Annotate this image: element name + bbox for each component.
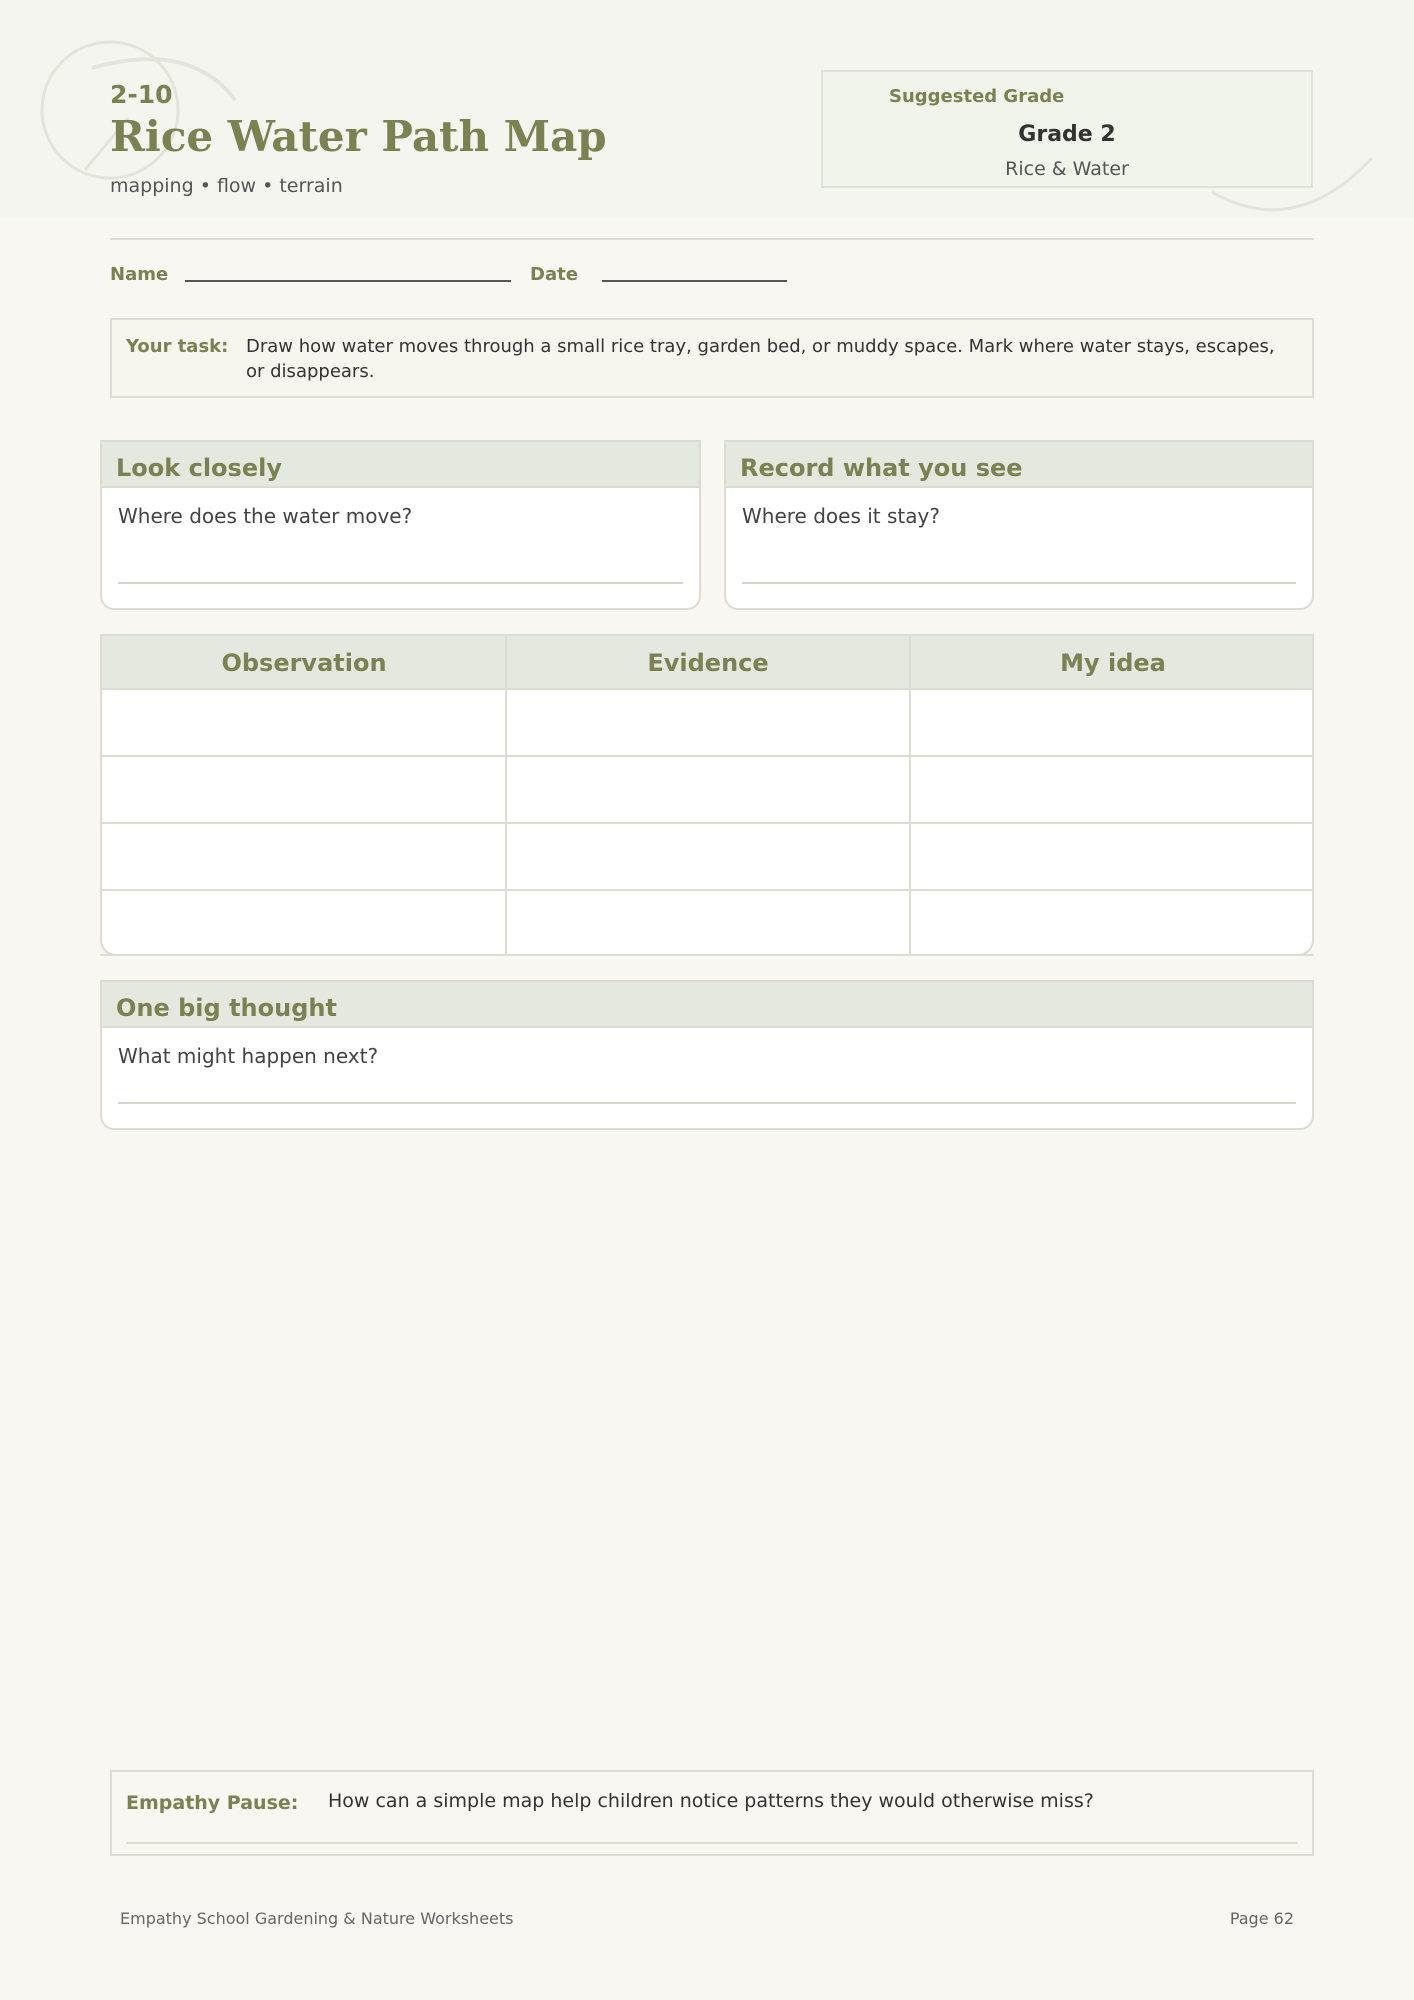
page-title: Rice Water Path Map (110, 112, 607, 161)
empathy-answer-line[interactable] (126, 1842, 1298, 1844)
task-box (110, 318, 1314, 398)
table-cell[interactable] (911, 824, 1314, 888)
record-card (724, 440, 1314, 610)
empathy-pause-text: How can a simple map help children notice patterns they would otherwise miss? (328, 1790, 1094, 1812)
table-cell[interactable] (102, 757, 505, 821)
task-text: Draw how water moves through a small rice tray, garden bed, or muddy space. Mark where water stays, escapes, or disappears. (246, 336, 1275, 382)
grade-label: Suggested Grade (889, 86, 1065, 107)
look-closely-card (100, 440, 701, 610)
big-thought-title: One big thought (102, 982, 1312, 1028)
page-subtitle: mapping • flow • terrain (110, 175, 343, 197)
table-cell[interactable] (102, 824, 505, 888)
table-header-evidence: Evidence (506, 636, 910, 688)
page-number: Page 62 (1229, 1909, 1294, 1928)
worksheet-code: 2-10 (110, 80, 173, 109)
table-cell[interactable] (507, 690, 909, 754)
look-closely-prompt: Where does the water move? (118, 504, 413, 528)
big-thought-answer-line[interactable] (118, 1102, 1296, 1104)
table-cell[interactable] (102, 690, 505, 754)
name-field[interactable] (185, 280, 511, 282)
empathy-pause-label: Empathy Pause: (126, 1792, 299, 1814)
table-bottom-rule (100, 954, 1314, 956)
task-label: Your task: (126, 336, 229, 357)
observation-table (100, 634, 1314, 956)
table-cell[interactable] (102, 891, 505, 955)
date-label: Date (530, 264, 578, 285)
empathy-pause-box (110, 1770, 1314, 1856)
look-closely-title: Look closely (102, 442, 699, 488)
table-cell[interactable] (911, 690, 1314, 754)
table-cell[interactable] (911, 891, 1314, 955)
table-header-my-idea: My idea (910, 636, 1314, 688)
header-divider (110, 238, 1314, 240)
record-title: Record what you see (726, 442, 1312, 488)
name-label: Name (110, 264, 169, 285)
big-thought-card (100, 980, 1314, 1130)
table-cell[interactable] (507, 824, 909, 888)
table-cell[interactable] (911, 757, 1314, 821)
footer-publisher: Empathy School Gardening & Nature Worksheets (120, 1909, 514, 1928)
date-field[interactable] (602, 280, 787, 282)
record-prompt: Where does it stay? (742, 504, 940, 528)
record-answer-line[interactable] (742, 582, 1296, 584)
big-thought-prompt: What might happen next? (118, 1044, 379, 1068)
grade-box (821, 70, 1313, 188)
table-cell[interactable] (507, 757, 909, 821)
grade-topic: Rice & Water (1005, 158, 1129, 180)
grade-value: Grade 2 (1018, 122, 1116, 147)
look-closely-answer-line[interactable] (118, 582, 683, 584)
table-cell[interactable] (507, 891, 909, 955)
table-header-observation: Observation (102, 636, 506, 688)
